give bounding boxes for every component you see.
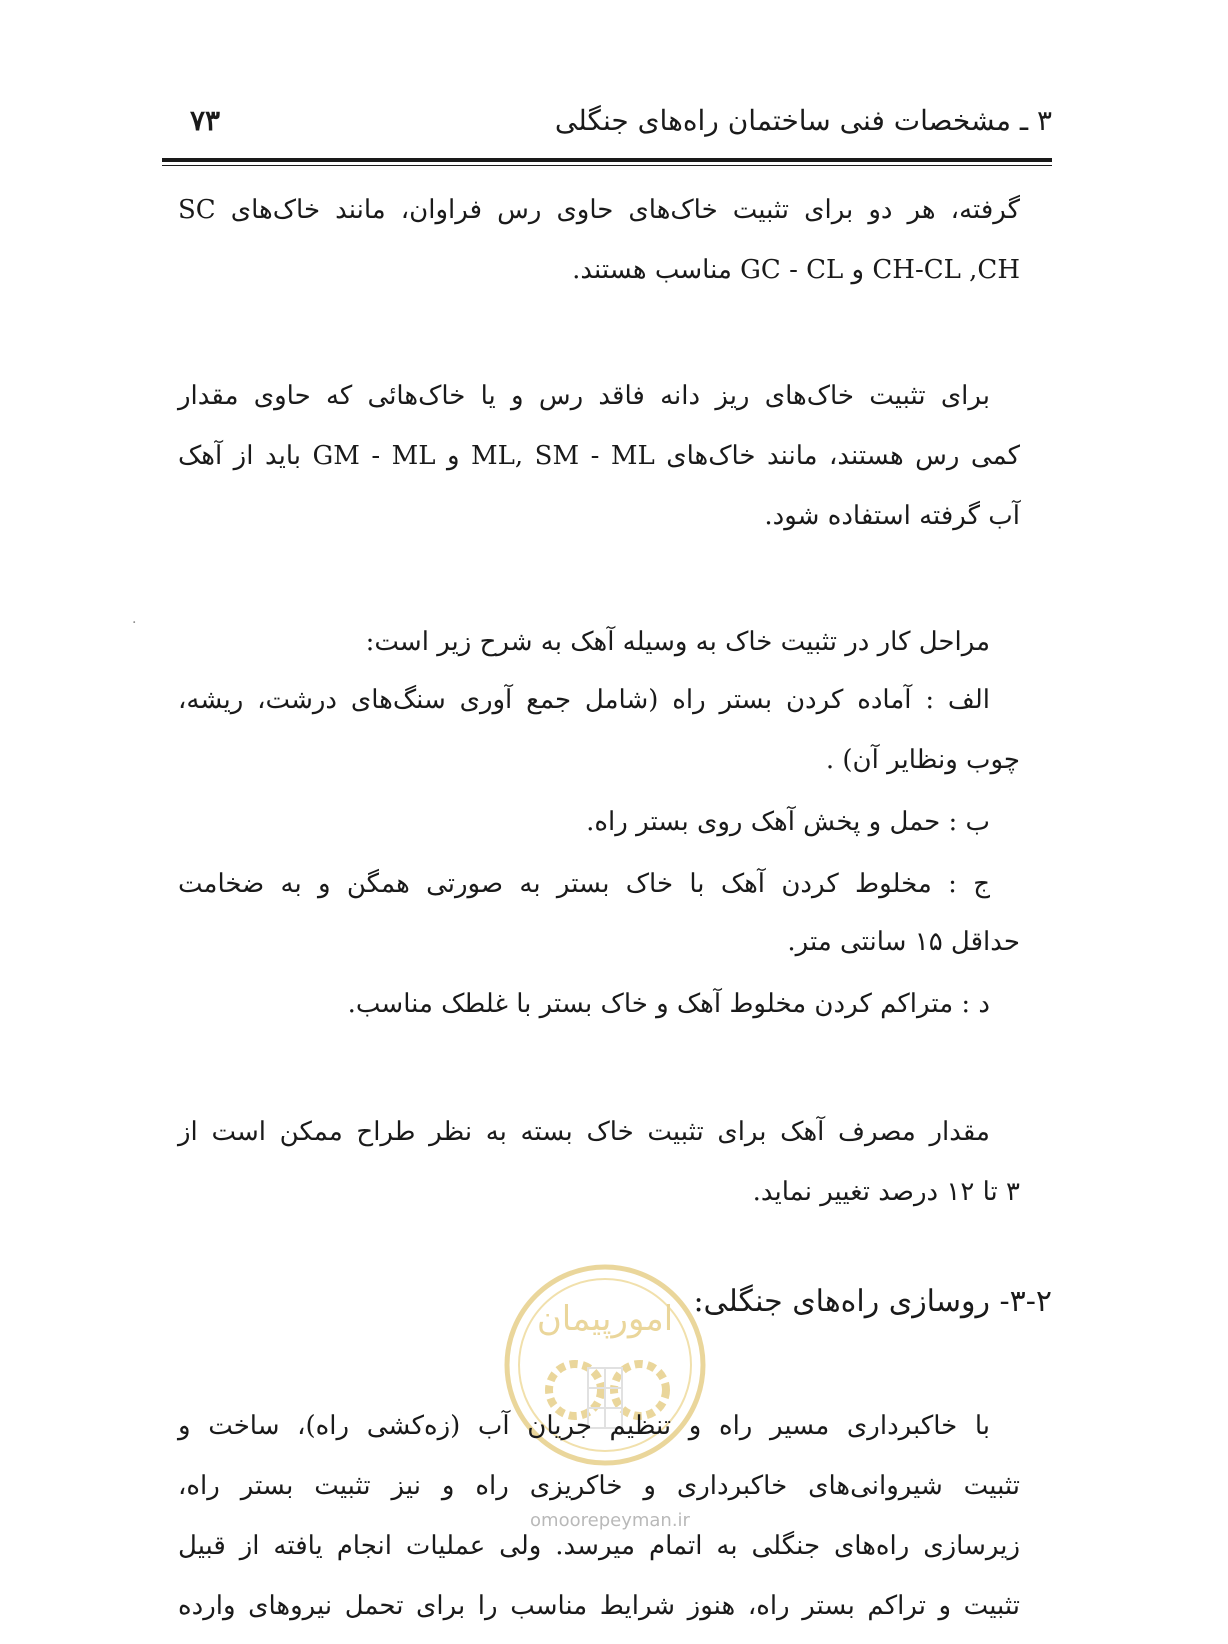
page-number: ۷۳	[190, 104, 221, 137]
list-item-jim: ج : مخلوط کردن آهک با خاک بستر به صورتی همگن و به ضخامت	[178, 869, 990, 899]
text-line: گرفته، هر دو برای تثبیت خاک‌های حاوی رس فراوان، مانند خاک‌های SC	[178, 195, 1021, 225]
header-rule-thick	[162, 158, 1052, 162]
chapter-title: ۳ ـ مشخصات فنی ساختمان راه‌های جنگلی	[554, 104, 1052, 137]
text-line: برای تثبیت خاک‌های ریز دانه فاقد رس و یا خاک‌هائی که حاوی مقدار	[178, 381, 990, 411]
header-rule-thin	[162, 165, 1052, 166]
list-item-alef: الف : آماده کردن بستر راه (شامل جمع آوری سنگ‌های درشت، ریشه،	[178, 685, 990, 715]
watermark-logo-text: امورپیمان	[536, 1299, 674, 1339]
list-item-alef-cont: چوب ونظایر آن) .	[825, 745, 1020, 775]
margin-mark: ·	[132, 615, 137, 631]
text-line: با خاکبرداری مسیر راه و تنظیم جریان آب (زه‌کشی راه)، ساخت و	[178, 1411, 990, 1441]
list-item-be: ب : حمل و پخش آهک روی بستر راه.	[586, 807, 990, 837]
text-line: ۳ تا ۱۲ درصد تغییر نماید.	[752, 1177, 1020, 1207]
text-line: تثبیت و تراکم بستر راه، هنوز شرایط مناسب را برای تحمل نیروهای وارده	[178, 1591, 1020, 1621]
watermark-site: omoorepeyman.ir	[530, 1510, 690, 1531]
list-item-dal: د : متراکم کردن مخلوط آهک و خاک بستر با غلطک مناسب.	[347, 989, 990, 1019]
text-line: زیرسازی راه‌های جنگلی به اتمام میرسد. ولی عملیات انجام یافته از قبیل	[178, 1531, 1020, 1561]
text-line: آب گرفته استفاده شود.	[764, 501, 1020, 531]
text-line: مقدار مصرف آهک برای تثبیت خاک بسته به نظر طراح ممکن است از	[178, 1117, 990, 1147]
section-heading: ۳-۲- روسازی راه‌های جنگلی:	[693, 1284, 1052, 1319]
text-line: مراحل کار در تثبیت خاک به وسیله آهک به شرح زیر است:	[365, 627, 990, 657]
page-header	[162, 98, 1052, 148]
text-line: CH-CL ,CH و GC - CL مناسب هستند.	[572, 255, 1020, 285]
list-item-jim-cont: حداقل ۱۵ سانتی متر.	[787, 927, 1020, 957]
text-line: تثبیت شیروانی‌های خاکبرداری و خاکریزی راه و نیز تثبیت بستر راه،	[178, 1471, 1020, 1501]
text-line: کمی رس هستند، مانند خاک‌های ML, SM - ML و GM - ML باید از آهک	[178, 441, 1020, 471]
